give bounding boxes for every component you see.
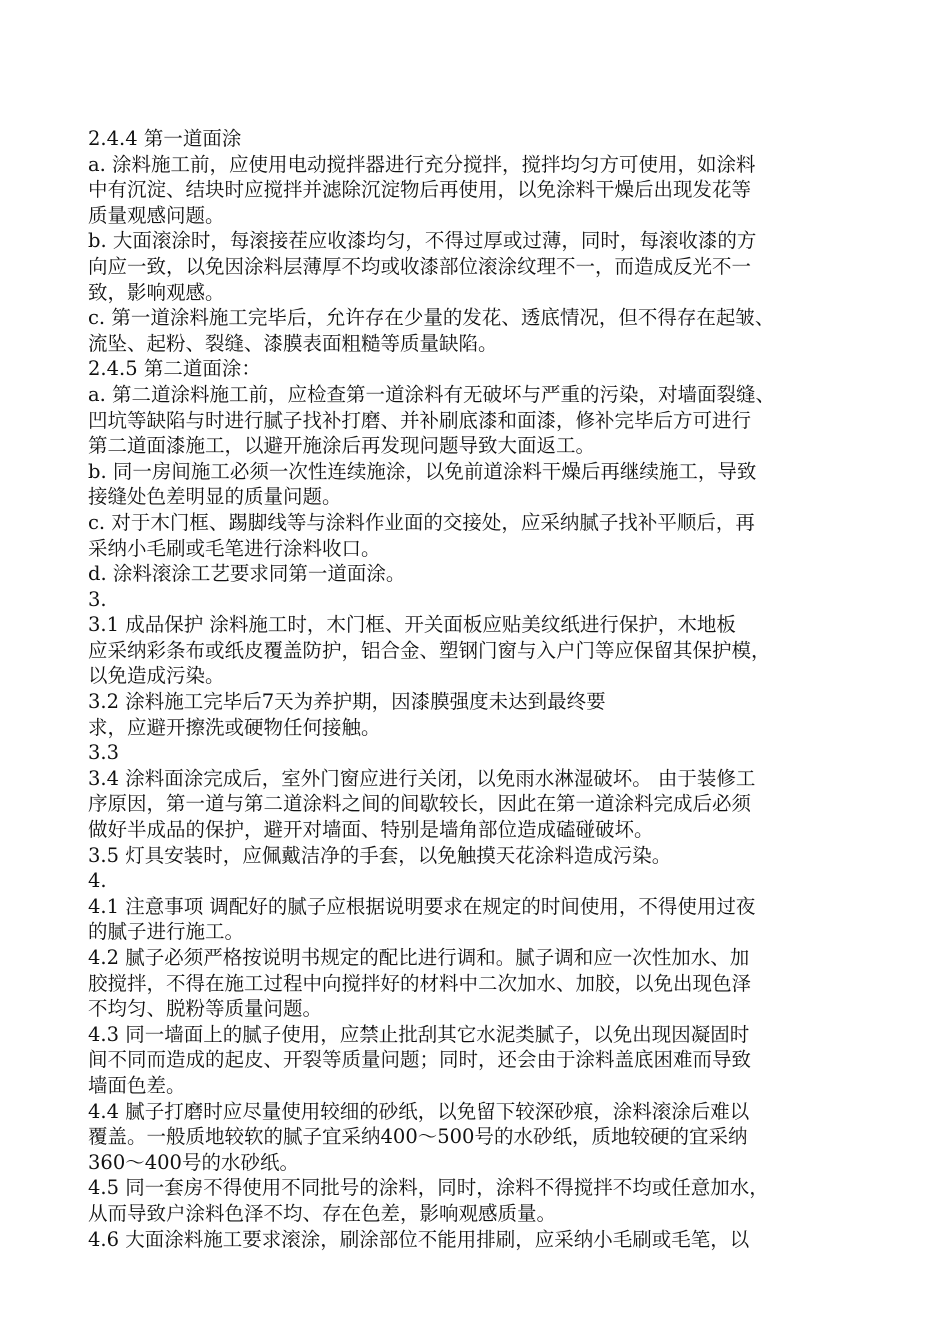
text-line: 4.5 同一套房不得使用不同批号的涂料，同时，涂料不得搅拌不均或任意加水，: [88, 1176, 769, 1200]
text-line: 以免造成污染。: [88, 664, 225, 688]
text-line: b. 同一房间施工必须一次性连续施涂，以免前道涂料干燥后再继续施工，导致: [88, 459, 757, 483]
text-line: 求，应避开擦洗或硬物任何接触。: [88, 715, 381, 739]
text-line: 质量观感问题。: [88, 203, 225, 227]
text-line: 3.1 成品保护 涂料施工时，木门框、开关面板应贴美纹纸进行保护，木地板: [88, 613, 736, 637]
text-line: 序原因，第一道与第二道涂料之间的间歇较长，因此在第一道涂料完成后必须: [88, 792, 752, 816]
text-line: 2.4.5 第二道面涂：: [88, 357, 261, 381]
text-line: 3.4 涂料面涂完成后，室外门窗应进行关闭，以免雨水淋湿破坏。 由于装修工: [88, 766, 756, 790]
text-line: 从而导致户涂料色泽不均、存在色差，影响观感质量。: [88, 1201, 557, 1225]
text-line: 4.4 腻子打磨时应尽量使用较细的砂纸，以免留下较深砂痕，涂料滚涂后难以: [88, 1099, 750, 1123]
text-line: 墙面色差。: [88, 1073, 186, 1097]
document-body: [88, 126, 888, 1252]
text-line: 流坠、起粉、裂缝、漆膜表面粗糙等质量缺陷。: [88, 331, 498, 355]
text-line: 4.: [88, 869, 107, 893]
text-line: a. 涂料施工前，应使用电动搅拌器进行充分搅拌，搅拌均匀方可使用，如涂料: [88, 152, 756, 176]
text-line: 间不同而造成的起皮、开裂等质量问题；同时，还会由于涂料盖底困难而导致: [88, 1048, 752, 1072]
text-line: 第二道面漆施工，以避开施涂后再发现问题导致大面返工。: [88, 434, 596, 458]
text-line: 3.: [88, 587, 107, 611]
text-line: 应采纳彩条布或纸皮覆盖防护，铝合金、塑钢门窗与入户门等应保留其保护模，: [88, 638, 771, 662]
text-line: 凹坑等缺陷与时进行腻子找补打磨、并补刷底漆和面漆，修补完毕后方可进行: [88, 408, 752, 432]
text-line: d. 涂料滚涂工艺要求同第一道面涂。: [88, 562, 406, 586]
text-line: 胶搅拌，不得在施工过程中向搅拌好的材料中二次加水、加胶，以免出现色泽: [88, 971, 752, 995]
text-line: 4.1 注意事项 调配好的腻子应根据说明要求在规定的时间使用，不得使用过夜: [88, 894, 756, 918]
text-line: c. 第一道涂料施工完毕后，允许存在少量的发花、透底情况，但不得存在起皱、: [88, 306, 775, 330]
text-line: c. 对于木门框、踢脚线等与涂料作业面的交接处，应采纳腻子找补平顺后，再: [88, 510, 755, 534]
text-line: 做好半成品的保护，避开对墙面、特别是墙角部位造成磕碰破坏。: [88, 818, 654, 842]
text-line: 中有沉淀、结块时应搅拌并滤除沉淀物后再使用，以免涂料干燥后出现发花等: [88, 178, 752, 202]
text-line: 覆盖。一般质地较软的腻子宜采纳400～500号的水砂纸，质地较硬的宜采纳: [88, 1125, 748, 1149]
text-line: 接缝处色差明显的质量问题。: [88, 485, 342, 509]
text-line: 3.2 涂料施工完毕后7天为养护期，因漆膜强度未达到最终要: [88, 690, 606, 714]
text-line: 4.2 腻子必须严格按说明书规定的配比进行调和。腻子调和应一次性加水、加: [88, 946, 750, 969]
text-line: 3.3: [88, 741, 120, 765]
text-line: 采纳小毛刷或毛笔进行涂料收口。: [88, 536, 381, 560]
text-line: 的腻子进行施工。: [88, 920, 245, 944]
text-line: 2.4.4 第一道面涂: [88, 127, 242, 150]
text-line: 向应一致，以免因涂料层薄厚不均或收漆部位滚涂纹理不一，而造成反光不一: [88, 254, 752, 278]
text-line: 4.6 大面涂料施工要求滚涂，刷涂部位不能用排刷，应采纳小毛刷或毛笔，以: [88, 1227, 750, 1251]
text-line: 3.5 灯具安装时，应佩戴洁净的手套，以免触摸天花涂料造成污染。: [88, 843, 672, 867]
text-line: 4.3 同一墙面上的腻子使用，应禁止批刮其它水泥类腻子，以免出现因凝固时: [88, 1022, 750, 1046]
text-line: 360～400号的水砂纸。: [88, 1150, 299, 1174]
text-line: a. 第二道涂料施工前，应检查第一道涂料有无破坏与严重的污染，对墙面裂缝、: [88, 382, 776, 406]
text-line: b. 大面滚涂时，每滚接茬应收漆均匀，不得过厚或过薄，同时，每滚收漆的方: [88, 229, 757, 253]
text-line: 不均匀、脱粉等质量问题。: [88, 997, 323, 1021]
text-line: 致，影响观感。: [88, 280, 225, 304]
